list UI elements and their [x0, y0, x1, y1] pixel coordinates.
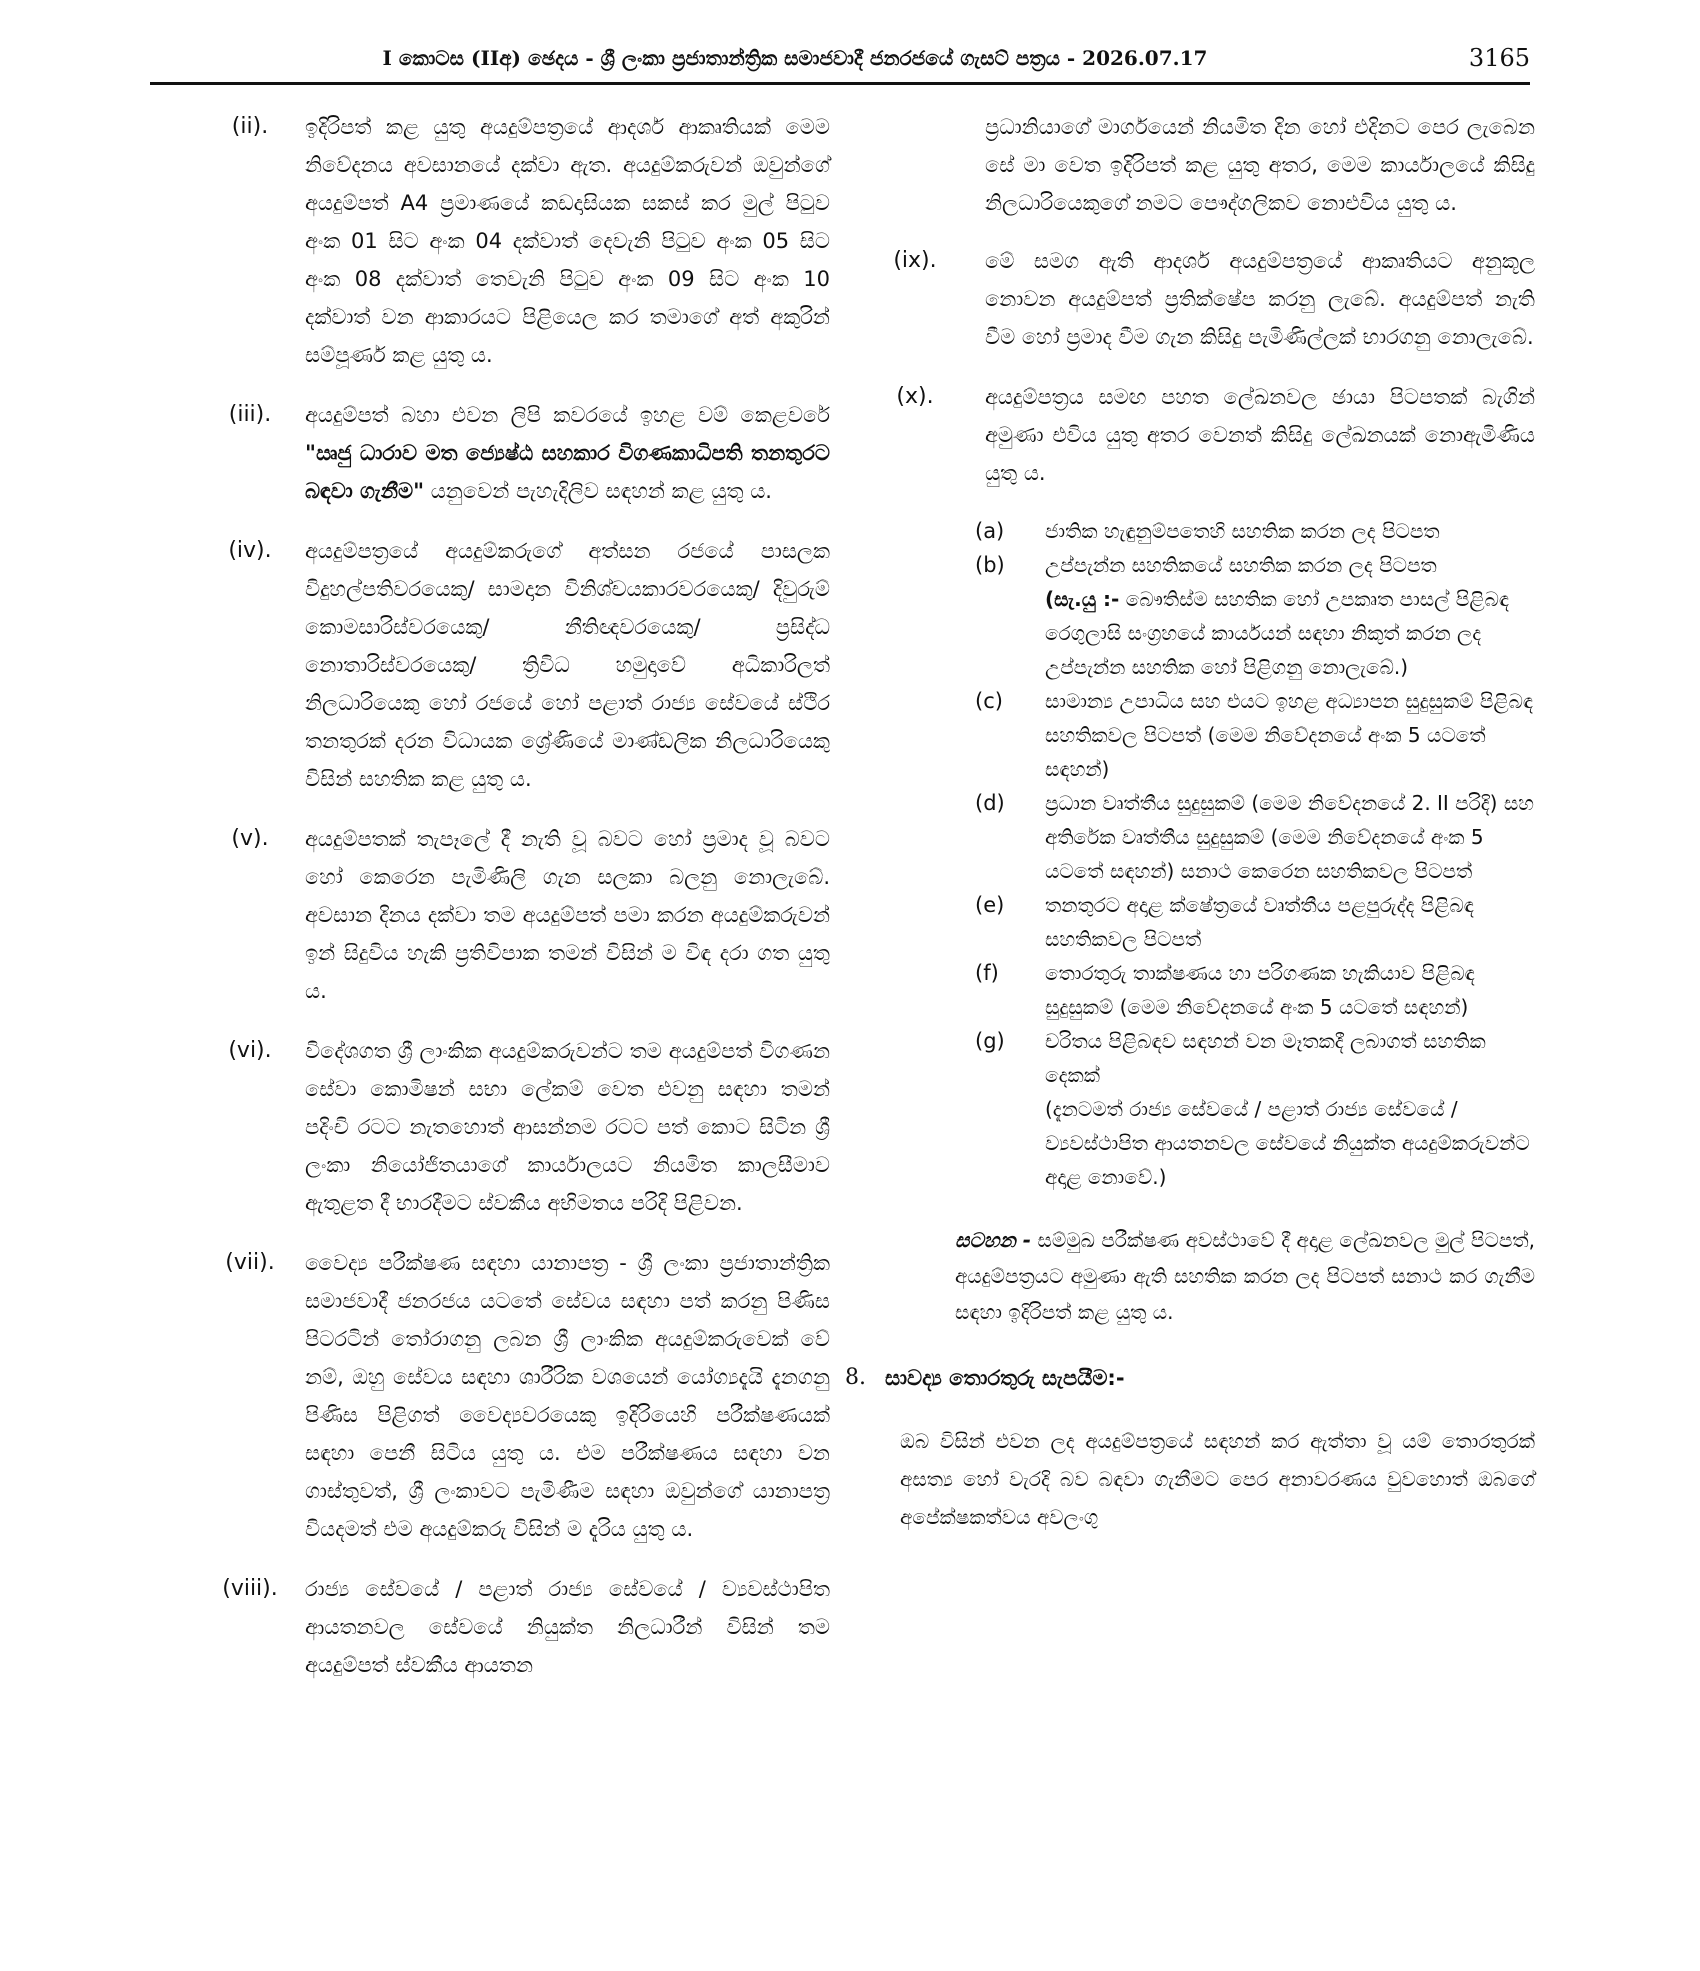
sub-item-a: [975, 514, 1535, 548]
list-item-iii: [195, 396, 830, 510]
sub-item-text: ප්‍රධාන වෘත්තීය සුදුසුකම් (මෙම නිවේදනයේ 2. II පරිදි) සහ අතිරේක වෘත්තීය සුදුසුකම් (මෙම නිවේදනයේ අංක 5 යටතේ සඳහන්) සනාථ කෙරෙන සහතිකවල පිටපත්: [1045, 791, 1534, 883]
sub-item-label: (f): [975, 961, 999, 985]
list-item-ii: [195, 108, 830, 374]
item-text: මේ සමග ඇති ආදර්ශ අයදුම්පත්‍රයේ ආකෘතියට අනුකූල නොවන අයදුම්පත් ප්‍රතික්ෂේප කරනු ලැබේ. අයදුම්පත් නැති වීම හෝ ප්‍රමාද වීම ගැන කිසිදු පැමිණිල්ලක් භාරගනු නොලැබේ.: [985, 249, 1535, 349]
list-item-ix: [855, 242, 1535, 356]
list-item-vii: [195, 1244, 830, 1548]
item-numeral: (ix).: [893, 248, 937, 273]
left-column: [195, 108, 830, 1706]
remark-label: සටහන -: [955, 1228, 1032, 1252]
item-numeral: (iv).: [228, 538, 272, 563]
item-text: රාජ්‍ය සේවයේ / පළාත් රාජ්‍ය සේවයේ / ව්‍යවස්ථාපිත ආයතනවල සේවයේ නියුක්ත නිලධාරීන් විසින් තම අයදුම්පත් ස්වකීය ආයතන: [305, 1577, 830, 1677]
section-heading: [845, 1360, 1535, 1396]
sub-item-text: තනතුරට අදාළ ක්ෂේත්‍රයේ වෘත්තීය පළපුරුද්ද පිළිබඳ සහතිකවල පිටපත්: [1045, 893, 1475, 951]
list-item-vi: [195, 1032, 830, 1222]
right-column: [845, 108, 1535, 1536]
sub-item-text: උප්පැන්න සහතිකයේ සහතික කරන ලද පිටපත: [1045, 553, 1437, 577]
list-item-viii: [195, 1570, 830, 1684]
continued-paragraph: ප්‍රධානියාගේ මාර්ගයෙන් නියමිත දින හෝ එදිනට පෙර ලැබෙන සේ මා වෙත ඉදිරිපත් කළ යුතු අතර, මෙම කාර්යාලයේ කිසිදු නිලධාරියෙකුගේ නමට පෞද්ගලිකව නොඑවිය යුතු ය.: [985, 115, 1535, 215]
sub-item-c: [975, 684, 1535, 786]
item-text: අයදුම්පත්‍රය සමඟ පහත ලේඛනවල ඡායා පිටපතක් බැගින් අමුණා එවිය යුතු අතර වෙනත් කිසිදු ලේඛනයක් නොඇමිණිය යුතු ය.: [985, 385, 1535, 485]
item-text: [305, 396, 830, 510]
section-body: ඔබ විසින් එවන ලද අයදුම්පත්‍රයේ සඳහන් කර ඇත්තා වූ යම් තොරතුරක් අසත්‍ය හෝ වැරදි බව බඳවා ගැනීමට පෙර අනාවරණය වුවහොත් ඔබගේ අපේක්ෂකත්වය අවලංගු: [900, 1429, 1535, 1529]
list-item-iv: [195, 532, 830, 798]
list-item-v: [195, 820, 830, 1010]
item-text: වෛද්‍ය පරීක්ෂණ සඳහා යානාපත්‍ර - ශ්‍රී ලංකා ප්‍රජාතාන්ත්‍රික සමාජවාදී ජනරජය යටතේ සේවය සඳහා පත් කරනු පිණිස පිටරටින් තෝරාගනු ලබන ශ්‍රී ලාංකික අයදුම්කරුවෙක් වේ නම්, ඔහු සේවය සඳහා ශාරීරික වශයෙන් යෝග්‍යදැයි දැනගනු පිණිස පිළිගත් වෛද්‍යවරයෙකු ඉදිරියෙහි පරීක්ෂණයක් සඳහා පෙනී සිටිය යුතු ය. එම පරීක්ෂණය සඳහා වන ගාස්තුවත්, ශ්‍රී ලංකාවට පැමිණීම සඳහා ඔවුන්ගේ යානාපත්‍ර වියදමත් එම අයදුම්කරු විසින් ම දැරිය යුතු ය.: [305, 1251, 830, 1541]
note-label: (සැ.යු :-: [1045, 587, 1120, 611]
list-item-x: [855, 378, 1535, 492]
item-numeral: (vi).: [228, 1038, 272, 1063]
remark-text: සම්මුඛ පරීක්ෂණ අවස්ථාවේ දී අදාළ ලේඛනවල මුල් පිටපත්, අයදුම්පත්‍රයට අමුණා ඇති සහතික කරන ලද පිටපත් සනාථ කර ගැනීම සඳහා ඉදිරිපත් කළ යුතු ය.: [955, 1228, 1535, 1324]
item-numeral: (x).: [896, 384, 934, 409]
sub-item-b: [975, 548, 1535, 582]
sub-item-label: (g): [975, 1029, 1005, 1053]
gazette-header-title: I කොටස (IIඅ) ඡෙදය - ශ්‍රී ලංකා ප්‍රජාතාන්ත්‍රික සමාජවාදී ජනරජයේ ගැසට් පත්‍රය - 2026.07.17: [382, 46, 1208, 70]
item-numeral: (viii).: [222, 1576, 278, 1601]
item-numeral: (ii).: [231, 114, 269, 139]
item-text: අයදුම්පත්‍රයේ අයදුම්කරුගේ අත්සන රජයේ පාසලක විදුහල්පතිවරයෙකු/ සාමදාන විනිශ්චයකාරවරයෙකු/ දිවුරුම් කොමසාරිස්වරයෙකු/ නීතිඥවරයෙකු/ ප්‍රසිද්ධ නොතාරිස්වරයෙකු/ ත්‍රිවිධ හමුදාවේ අධිකාරිලත් නිලධාරියෙකු හෝ රජයේ හෝ පළාත් රාජ්‍ය සේවයේ ස්ථිර තනතුරක් දරන විධායක ශ්‍රේණියේ මාණ්ඩලික නිලධාරියෙකු විසින් සහතික කළ යුතු ය.: [305, 539, 830, 791]
section-number: 8.: [845, 1365, 866, 1390]
sub-item-f: [975, 956, 1535, 1024]
item-text: අයදුම්පතක් තැපෑලේ දී නැති වූ බවට හෝ ප්‍රමාද වූ බවට හෝ කෙරෙන පැමිණිලි ගැන සලකා බලනු නොලැබේ. අවසාන දිනය දක්වා තම අයදුම්පත් පමා කරන අයදුම්කරුවන් ඉන් සිදුවිය හැකි ප්‍රතිවිපාක තමන් විසින් ම විඳ දරා ගත යුතු ය.: [305, 827, 830, 1003]
sub-item-label: (a): [975, 519, 1005, 543]
sub-item-g: [975, 1024, 1535, 1092]
sub-item-d: [975, 786, 1535, 888]
envelope-caption: "ඍජු ධාරාව මත ජ්‍යෙෂ්ඨ සහකාර විගණකාධිපති තනතුරට බඳවා ගැනීම": [305, 441, 830, 503]
sub-item-label: (d): [975, 791, 1005, 815]
sub-item-text: තොරතුරු තාක්ෂණය හා පරිගණක හැකියාව පිළිබඳ සුදුසුකම් (මෙම නිවේදනයේ අංක 5 යටතේ සඳහන්): [1045, 961, 1475, 1019]
section-title: සාවද්‍ය තොරතුරු සැපයීම:-: [885, 1366, 1125, 1390]
sub-item-label: (e): [975, 893, 1005, 917]
sub-item-e: [975, 888, 1535, 956]
sub-item-text: චරිතය පිළිබඳව සඳහන් වන මෑතකදී ලබාගත් සහතික දෙකක්: [1045, 1029, 1486, 1087]
item-numeral: (vii).: [225, 1250, 275, 1275]
note-b: [1045, 582, 1535, 684]
remark-note: [955, 1222, 1535, 1330]
item-numeral: (iii).: [228, 402, 272, 427]
item-text-part: අයදුම්පත් බහා එවන ලිපි කවරයේ ඉහළ වම් කෙළවරේ: [305, 403, 830, 427]
sub-item-label: (c): [975, 689, 1003, 713]
item-text-part: යනුවෙන් පැහැදිලිව සඳහන් කළ යුතු ය.: [424, 479, 772, 503]
note-g: (දැනටමත් රාජ්‍ය සේවයේ / පළාත් රාජ්‍ය සේවයේ / ව්‍යවස්ථාපිත ආයතනවල සේවයේ නියුක්ත අයදුම්කරුවන්ට අදාළ නොවේ.): [1045, 1097, 1530, 1189]
item-numeral: (v).: [231, 826, 269, 851]
sub-item-text: සාමාන්‍ය උපාධිය සහ එයට ඉහළ අධ්‍යාපන සුදුසුකම් පිළිබඳ සහතිකවල පිටපත් (මෙම නිවේදනයේ අංක 5 යටතේ සඳහන්): [1045, 689, 1534, 781]
page-number: 3165: [1468, 44, 1530, 72]
note-text: බෞතිස්ම සහතික හෝ උපකෘත පාසල් පිළිබඳ රෙගුලාසි සංග්‍රහයේ කාර්යයන් සඳහා නිකුත් කරන ලද උප්පැන්න සහතික හෝ පිළිගනු නොලැබේ.): [1045, 587, 1510, 679]
header-divider: [150, 82, 1530, 85]
item-text: ඉදිරිපත් කළ යුතු අයදුම්පත්‍රයේ ආදර්ශ ආකෘතියක් මෙම නිවේදනය අවසානයේ දක්වා ඇත. අයදුම්කරුවන් ඔවුන්ගේ අයදුම්පත් A4 ප්‍රමාණයේ කඩදාසියක සකස් කර මුල් පිටුව අංක 01 සිට අංක 04 දක්වාත් දෙවැනි පිටුව අංක 05 සිට අංක 08 දක්වාත් තෙවැනි පිටුව අංක 09 සිට අංක 10 දක්වාත් වන ආකාරයට පිළියෙල කර තමාගේ අත් අකුරින් සම්පූර්ණ කළ යුතු ය.: [305, 115, 830, 367]
sub-item-label: (b): [975, 553, 1005, 577]
sub-item-text: ජාතික හැඳුනුම්පතෙහි සහතික කරන ලද පිටපත: [1045, 519, 1440, 543]
page-header: [150, 38, 1530, 82]
item-text: විදේශගත ශ්‍රී ලාංකික අයදුම්කරුවන්ට තම අයදුම්පත් විගණන සේවා කොමිෂන් සභා ලේකම් වෙත එවනු සඳහා තමන් පදිංචි රටට නැතහොත් ආසන්නම රටට පත් කොට සිටින ශ්‍රී ලංකා නියෝජිතයාගේ කාර්යාලයට නියමිත කාලසීමාව ඇතුළත දී භාරදීමට ස්වකීය අභිමතය පරිදි පිළිවන.: [305, 1039, 830, 1215]
